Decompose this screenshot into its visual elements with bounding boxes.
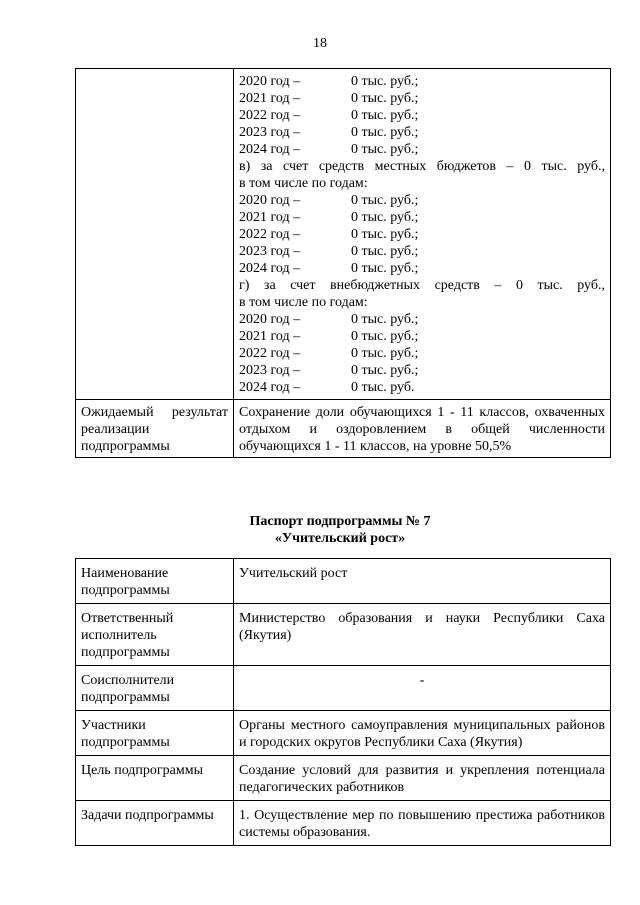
- passport-label: Соисполнители подпрограммы: [76, 666, 234, 711]
- funding-label-cell: [76, 69, 234, 400]
- passport-value: Министерство образования и науки Республики Саха (Якутия): [234, 604, 611, 666]
- passport-row: [76, 711, 611, 756]
- passport-row: [76, 756, 611, 801]
- passport-table: [75, 558, 611, 846]
- passport-value: Учительский рост: [234, 559, 611, 604]
- passport-value: -: [234, 666, 611, 711]
- year-line: 2024 год – 0 тыс. руб.: [239, 380, 415, 395]
- page-number: 18: [313, 36, 327, 51]
- passport-row: [76, 604, 611, 666]
- year-line: 2021 год – 0 тыс. руб.;: [239, 329, 419, 344]
- passport-title-line2: «Учительский рост»: [274, 531, 406, 546]
- passport-value: Органы местного самоуправления муниципальных районов и городских округов Республики Саха (Якутия): [234, 711, 611, 756]
- expected-result-text: Сохранение доли обучающихся 1 - 11 классов, охваченных отдыхом и оздоровлением в общей численности обучающихся 1 - 11 классов, на уровне 50,5%: [234, 400, 611, 458]
- year-line: 2022 год – 0 тыс. руб.;: [239, 108, 419, 123]
- year-line: 2023 год – 0 тыс. руб.;: [239, 125, 419, 140]
- year-line: 2021 год – 0 тыс. руб.;: [239, 210, 419, 225]
- passport-value: 1. Осуществление мер по повышению престижа работников системы образования.: [234, 801, 611, 846]
- passport-label: Задачи подпрограммы: [76, 801, 234, 846]
- expected-result-row: [76, 400, 611, 458]
- year-line: 2022 год – 0 тыс. руб.;: [239, 346, 419, 361]
- year-line: 2024 год – 0 тыс. руб.;: [239, 261, 419, 276]
- local-budgets-subheading: в том числе по годам:: [239, 176, 368, 191]
- year-line: 2021 год – 0 тыс. руб.;: [239, 91, 419, 106]
- passport-title-line1: Паспорт подпрограммы № 7: [249, 514, 431, 529]
- passport-title: [0, 513, 640, 547]
- year-line: 2020 год – 0 тыс. руб.;: [239, 312, 419, 327]
- year-line: 2024 год – 0 тыс. руб.;: [239, 142, 419, 157]
- extra-budget-subheading: в том числе по годам:: [239, 295, 368, 310]
- funding-value-cell: [234, 69, 611, 400]
- passport-value: Создание условий для развития и укрепления потенциала педагогических работников: [234, 756, 611, 801]
- passport-row: [76, 801, 611, 846]
- passport-row: [76, 559, 611, 604]
- passport-row: [76, 666, 611, 711]
- funding-row: [76, 69, 611, 400]
- year-line: 2020 год – 0 тыс. руб.;: [239, 74, 419, 89]
- expected-result-label: Ожидаемый результат реализации подпрограммы: [76, 400, 234, 458]
- passport-label: Цель подпрограммы: [76, 756, 234, 801]
- funding-table: [75, 68, 611, 458]
- year-line: 2023 год – 0 тыс. руб.;: [239, 363, 419, 378]
- extra-budget-heading: г) за счет внебюджетных средств – 0 тыс. руб.,: [239, 278, 605, 293]
- passport-label: Участники подпрограммы: [76, 711, 234, 756]
- passport-label: Ответственный исполнитель подпрограммы: [76, 604, 234, 666]
- year-line: 2020 год – 0 тыс. руб.;: [239, 193, 419, 208]
- local-budgets-heading: в) за счет средств местных бюджетов – 0 тыс. руб.,: [239, 159, 605, 174]
- year-line: 2022 год – 0 тыс. руб.;: [239, 227, 419, 242]
- passport-label: Наименование подпрограммы: [76, 559, 234, 604]
- year-line: 2023 год – 0 тыс. руб.;: [239, 244, 419, 259]
